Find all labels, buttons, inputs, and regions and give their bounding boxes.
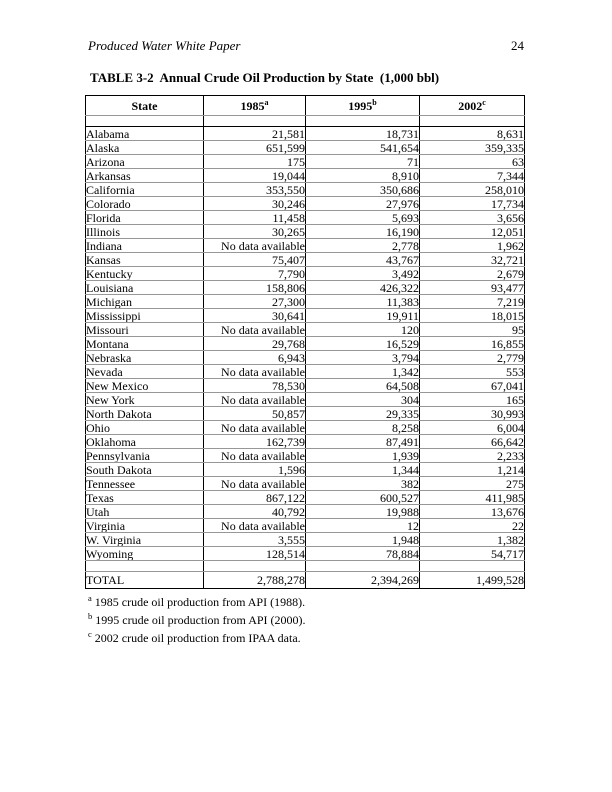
footnote-b xyxy=(88,609,526,627)
value-cell: 11,458 xyxy=(204,211,306,225)
value-cell: 22 xyxy=(420,519,525,533)
value-cell: 19,044 xyxy=(204,169,306,183)
state-cell: Nevada xyxy=(86,365,204,379)
state-cell: Colorado xyxy=(86,197,204,211)
value-cell: 3,555 xyxy=(204,533,306,547)
value-cell: 30,993 xyxy=(420,407,525,421)
state-cell: Kentucky xyxy=(86,267,204,281)
table-row xyxy=(86,295,525,309)
page-number: 24 xyxy=(511,38,524,53)
value-cell: 12,051 xyxy=(420,225,525,239)
page-content xyxy=(85,70,526,645)
state-cell: Virginia xyxy=(86,519,204,533)
value-cell: 162,739 xyxy=(204,435,306,449)
value-cell: 275 xyxy=(420,477,525,491)
state-cell: Missouri xyxy=(86,323,204,337)
state-cell: Arkansas xyxy=(86,169,204,183)
table-row xyxy=(86,421,525,435)
footnote-ref: c xyxy=(482,97,486,107)
table-row xyxy=(86,169,525,183)
table-row xyxy=(86,239,525,253)
value-cell: 12 xyxy=(306,519,420,533)
value-cell: 54,717 xyxy=(420,547,525,561)
value-cell: 1,214 xyxy=(420,463,525,477)
value-cell: No data available xyxy=(204,519,306,533)
table-row xyxy=(86,533,525,547)
total-row xyxy=(86,572,525,589)
state-cell: Indiana xyxy=(86,239,204,253)
state-cell: Illinois xyxy=(86,225,204,239)
state-cell: Tennessee xyxy=(86,477,204,491)
table-row xyxy=(86,197,525,211)
footnote-marker: a xyxy=(88,593,92,603)
total-label-cell: TOTAL xyxy=(86,572,204,589)
table-row xyxy=(86,309,525,323)
footnote-marker: c xyxy=(88,629,92,639)
state-cell: Louisiana xyxy=(86,281,204,295)
state-cell: Texas xyxy=(86,491,204,505)
value-cell: 3,492 xyxy=(306,267,420,281)
value-cell: No data available xyxy=(204,477,306,491)
table-body xyxy=(86,116,525,589)
value-cell: 27,976 xyxy=(306,197,420,211)
value-cell: 30,641 xyxy=(204,309,306,323)
value-cell: No data available xyxy=(204,365,306,379)
footnote-text: 1985 crude oil production from API (1988). xyxy=(94,595,306,609)
footnotes xyxy=(88,591,526,645)
value-cell: No data available xyxy=(204,239,306,253)
state-cell: South Dakota xyxy=(86,463,204,477)
state-cell: Wyoming xyxy=(86,547,204,561)
value-cell: 1,344 xyxy=(306,463,420,477)
document-header-title: Produced Water White Paper xyxy=(88,38,241,53)
state-cell: Oklahoma xyxy=(86,435,204,449)
value-cell: 8,631 xyxy=(420,127,525,141)
value-cell: 158,806 xyxy=(204,281,306,295)
table-row xyxy=(86,379,525,393)
value-cell: 30,265 xyxy=(204,225,306,239)
value-cell: 29,768 xyxy=(204,337,306,351)
value-cell: 353,550 xyxy=(204,183,306,197)
value-cell: 16,529 xyxy=(306,337,420,351)
column-header-1985: 1985$^a$ xyxy=(204,96,306,116)
value-cell: 75,407 xyxy=(204,253,306,267)
value-cell: 43,767 xyxy=(306,253,420,267)
column-header-2002: 2002$^c$ xyxy=(420,96,525,116)
table-row xyxy=(86,547,525,561)
state-cell: Arizona xyxy=(86,155,204,169)
state-cell: Alabama xyxy=(86,127,204,141)
value-cell: 651,599 xyxy=(204,141,306,155)
value-cell: 3,656 xyxy=(420,211,525,225)
value-cell: 2,779 xyxy=(420,351,525,365)
state-cell: Nebraska xyxy=(86,351,204,365)
spacer-row xyxy=(86,116,525,127)
value-cell: 18,015 xyxy=(420,309,525,323)
spacer-row xyxy=(86,561,525,572)
value-cell: 7,790 xyxy=(204,267,306,281)
value-cell: 78,884 xyxy=(306,547,420,561)
table-row xyxy=(86,323,525,337)
table-header-row xyxy=(86,96,525,116)
value-cell: 67,041 xyxy=(420,379,525,393)
value-cell: 5,693 xyxy=(306,211,420,225)
value-cell: 87,491 xyxy=(306,435,420,449)
value-cell: 21,581 xyxy=(204,127,306,141)
value-cell: No data available xyxy=(204,323,306,337)
table-row xyxy=(86,211,525,225)
state-cell: W. Virginia xyxy=(86,533,204,547)
state-cell: Montana xyxy=(86,337,204,351)
table-row xyxy=(86,253,525,267)
value-cell: 304 xyxy=(306,393,420,407)
state-cell: Kansas xyxy=(86,253,204,267)
value-cell: 19,988 xyxy=(306,505,420,519)
value-cell: 411,985 xyxy=(420,491,525,505)
value-cell: 16,190 xyxy=(306,225,420,239)
value-cell: 128,514 xyxy=(204,547,306,561)
value-cell: 17,734 xyxy=(420,197,525,211)
value-cell: 541,654 xyxy=(306,141,420,155)
value-cell: 27,300 xyxy=(204,295,306,309)
table-row xyxy=(86,267,525,281)
value-cell: 1,342 xyxy=(306,365,420,379)
value-cell: 1,948 xyxy=(306,533,420,547)
value-cell: 95 xyxy=(420,323,525,337)
footnote-text: 2002 crude oil production from IPAA data. xyxy=(94,631,301,645)
value-cell: 6,943 xyxy=(204,351,306,365)
value-cell: 553 xyxy=(420,365,525,379)
value-cell: 2,233 xyxy=(420,449,525,463)
value-cell: 64,508 xyxy=(306,379,420,393)
value-cell: 16,855 xyxy=(420,337,525,351)
value-cell: 30,246 xyxy=(204,197,306,211)
state-cell: Florida xyxy=(86,211,204,225)
value-cell: 426,322 xyxy=(306,281,420,295)
table-row xyxy=(86,519,525,533)
value-cell: No data available xyxy=(204,449,306,463)
value-cell: 78,530 xyxy=(204,379,306,393)
table-row xyxy=(86,225,525,239)
value-cell: 8,258 xyxy=(306,421,420,435)
value-cell: 1,596 xyxy=(204,463,306,477)
table-row xyxy=(86,127,525,141)
footnote-ref: a xyxy=(264,97,269,107)
state-cell: New Mexico xyxy=(86,379,204,393)
value-cell: 32,721 xyxy=(420,253,525,267)
production-table xyxy=(85,95,525,589)
value-cell: 382 xyxy=(306,477,420,491)
value-cell: 120 xyxy=(306,323,420,337)
value-cell: 29,335 xyxy=(306,407,420,421)
value-cell: 71 xyxy=(306,155,420,169)
table-row xyxy=(86,365,525,379)
footnote-ref: b xyxy=(372,97,377,107)
total-value-cell: 2,394,269 xyxy=(306,572,420,589)
value-cell: 8,910 xyxy=(306,169,420,183)
table-row xyxy=(86,155,525,169)
value-cell: 359,335 xyxy=(420,141,525,155)
state-cell: Michigan xyxy=(86,295,204,309)
table-row xyxy=(86,393,525,407)
value-cell: 7,219 xyxy=(420,295,525,309)
state-cell: California xyxy=(86,183,204,197)
state-cell: North Dakota xyxy=(86,407,204,421)
value-cell: 6,004 xyxy=(420,421,525,435)
value-cell: 11,383 xyxy=(306,295,420,309)
value-cell: No data available xyxy=(204,421,306,435)
value-cell: 66,642 xyxy=(420,435,525,449)
table-row xyxy=(86,281,525,295)
value-cell: 2,778 xyxy=(306,239,420,253)
value-cell: 93,477 xyxy=(420,281,525,295)
value-cell: 165 xyxy=(420,393,525,407)
value-cell: 2,679 xyxy=(420,267,525,281)
table-row xyxy=(86,407,525,421)
footnote-c xyxy=(88,627,526,645)
table-row xyxy=(86,351,525,365)
table-title: TABLE 3-2 Annual Crude Oil Production by State (1,000 bbl) xyxy=(90,70,440,85)
value-cell: 350,686 xyxy=(306,183,420,197)
value-cell: 258,010 xyxy=(420,183,525,197)
value-cell: 1,939 xyxy=(306,449,420,463)
footnote-marker: b xyxy=(88,611,93,621)
footnote-text: 1995 crude oil production from API (2000). xyxy=(95,613,306,627)
table-row xyxy=(86,435,525,449)
table-row xyxy=(86,505,525,519)
state-cell: Pennsylvania xyxy=(86,449,204,463)
value-cell: 175 xyxy=(204,155,306,169)
state-cell: Ohio xyxy=(86,421,204,435)
column-header-state: State xyxy=(86,96,204,116)
state-cell: New York xyxy=(86,393,204,407)
value-cell: 867,122 xyxy=(204,491,306,505)
running-header xyxy=(88,38,524,54)
value-cell: 18,731 xyxy=(306,127,420,141)
footnote-a xyxy=(88,591,526,609)
table-row xyxy=(86,141,525,155)
value-cell: 7,344 xyxy=(420,169,525,183)
value-cell: 50,857 xyxy=(204,407,306,421)
value-cell: 63 xyxy=(420,155,525,169)
table-row xyxy=(86,463,525,477)
value-cell: 13,676 xyxy=(420,505,525,519)
column-header-1995: 1995$^b$ xyxy=(306,96,420,116)
total-value-cell: 1,499,528 xyxy=(420,572,525,589)
table-row xyxy=(86,491,525,505)
value-cell: 19,911 xyxy=(306,309,420,323)
table-row xyxy=(86,183,525,197)
value-cell: 600,527 xyxy=(306,491,420,505)
table-row xyxy=(86,337,525,351)
value-cell: 3,794 xyxy=(306,351,420,365)
value-cell: No data available xyxy=(204,393,306,407)
value-cell: 1,962 xyxy=(420,239,525,253)
state-cell: Alaska xyxy=(86,141,204,155)
value-cell: 40,792 xyxy=(204,505,306,519)
total-value-cell: 2,788,278 xyxy=(204,572,306,589)
value-cell: 1,382 xyxy=(420,533,525,547)
table-row xyxy=(86,477,525,491)
table-row xyxy=(86,449,525,463)
state-cell: Utah xyxy=(86,505,204,519)
state-cell: Mississippi xyxy=(86,309,204,323)
